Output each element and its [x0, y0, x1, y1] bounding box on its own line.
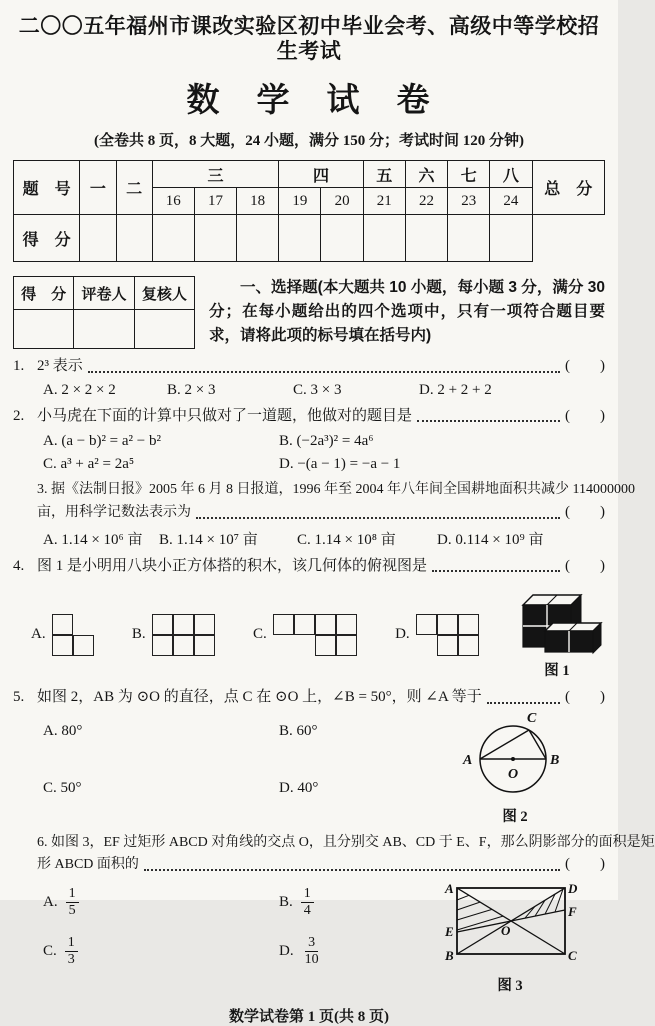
option-shape-b: B.: [132, 614, 215, 656]
answer-bracket: ( ): [565, 504, 605, 521]
option-item: A. 1.14 × 10⁶ 亩: [43, 531, 143, 548]
score-table-qnum: 17: [194, 188, 236, 215]
option-item: A. (a − b)² = a² − b²: [43, 433, 162, 450]
fraction: $\frac{1}{4}$: [301, 886, 314, 919]
answer-bracket: ( ): [565, 856, 605, 873]
point-label-c: C: [568, 947, 577, 963]
score-cell-empty: [237, 215, 279, 262]
question-number: 1.: [13, 358, 25, 375]
shape-cell-filled: [173, 614, 194, 635]
figure-caption: 图 3: [497, 977, 523, 994]
option-item: C. a³ + a² = 2a⁵: [43, 456, 135, 473]
shape-cell-filled: [458, 614, 479, 635]
question-4: [13, 555, 605, 681]
question-5: [13, 686, 605, 826]
score-table-group-8: 八: [490, 161, 532, 188]
score-cell-empty: [194, 215, 236, 262]
point-label-b: B: [445, 947, 454, 963]
score-cell-empty: [80, 215, 116, 262]
shape-cell-filled: [437, 614, 458, 635]
question-stem: 如图 2，AB 为 ⊙O 的直径，点 C 在 ⊙O 上，∠B = 50°，则 ∠A 等于: [37, 689, 482, 706]
page-title: 数 学 试 卷: [186, 83, 432, 120]
score-table-qnum: 23: [448, 188, 490, 215]
score-table-qnum: 20: [321, 188, 363, 215]
shape-cell-filled: [73, 635, 94, 656]
point-label-o: O: [508, 766, 519, 782]
point-label-a: A: [445, 880, 454, 896]
dotted-leader: [88, 371, 560, 373]
point-label-e: E: [445, 923, 454, 939]
shape-cell-filled: [194, 635, 215, 656]
option-item: D. 0.114 × 10⁹ 亩: [437, 531, 544, 548]
exam-header: 二〇〇五年福州市课改实验区初中毕业会考、高级中等学校招生考试: [18, 14, 600, 64]
top-view-shape-d: [416, 614, 479, 656]
dotted-leader: [196, 517, 560, 519]
grader-label: 评卷人: [74, 277, 134, 310]
option-item: C. 1.14 × 10⁸ 亩: [297, 531, 396, 548]
score-table-group-3: 三: [152, 161, 279, 188]
shape-cell-filled: [437, 635, 458, 656]
question-number: 2.: [13, 407, 25, 424]
answer-bracket: ( ): [565, 557, 605, 574]
point-label-a: A: [463, 752, 473, 768]
dotted-leader: [417, 420, 560, 422]
option-item: C. 3 × 3: [293, 381, 342, 398]
point-label-d: D: [568, 880, 578, 896]
top-view-shape-b: [152, 614, 215, 656]
grader-score-label: 得 分: [14, 277, 74, 310]
answer-bracket: ( ): [565, 407, 605, 424]
point-label-o: O: [501, 922, 511, 938]
option-item: B. 2 × 3: [167, 381, 216, 398]
shape-cell-filled: [194, 614, 215, 635]
reviewer-label: 复核人: [134, 277, 194, 310]
score-table-qnum: 18: [237, 188, 279, 215]
grader-cell-empty: [134, 310, 194, 349]
fraction: $\frac{3}{10}$: [304, 934, 319, 968]
score-cell-empty: [279, 215, 321, 262]
option-item: C. $\frac{1}{3}$: [43, 935, 279, 968]
shape-cell-filled: [173, 635, 194, 656]
circle-diagram: [453, 709, 577, 799]
grader-cell-empty: [74, 310, 134, 349]
score-table: [13, 160, 605, 262]
score-table-total-label: 总 分: [532, 161, 604, 215]
top-view-shape-c: [273, 614, 357, 656]
score-table-score-label: 得 分: [14, 215, 80, 262]
shape-cell-filled: [52, 614, 73, 635]
page-footer: 数学试卷第 1 页(共 8 页): [229, 1008, 389, 1025]
score-table-qnum: 24: [490, 188, 532, 215]
point-label-b: B: [550, 752, 560, 768]
shape-cell-filled: [315, 635, 336, 656]
question-stem-line1: 3. 据《法制日报》2005 年 6 月 8 日报道，1996 年至 2004 年八年间全国耕地面积共减少 114000000: [37, 482, 635, 498]
answer-bracket: ( ): [565, 689, 605, 706]
score-cell-empty: [405, 215, 447, 262]
question-stem-line2: 亩，用科学记数法表示为: [37, 505, 191, 521]
shape-cell-filled: [458, 635, 479, 656]
score-cell-empty: [490, 215, 532, 262]
question-stem: 图 1 是小明用八块小正方体搭的积木，该几何体的俯视图是: [37, 557, 428, 574]
dotted-leader: [432, 570, 560, 572]
score-table-qnum: 22: [405, 188, 447, 215]
option-item: D. 40°: [279, 779, 319, 796]
score-table-qnum: 21: [363, 188, 405, 215]
question-number: 5.: [13, 689, 25, 706]
grader-cell-empty: [14, 310, 74, 349]
shape-cell-filled: [294, 614, 315, 635]
figure-3: [437, 880, 583, 995]
shape-cell-empty: [273, 635, 294, 656]
figure-2: [453, 709, 577, 826]
fraction: $\frac{1}{3}$: [65, 935, 78, 968]
question-stem: 小马虎在下面的计算中只做对了一道题，他做对的题目是: [37, 407, 413, 424]
option-shape-a: A.: [31, 614, 94, 656]
question-stem-line2: 形 ABCD 面积的: [37, 857, 139, 873]
score-cell-empty: [152, 215, 194, 262]
option-item: B. 1.14 × 10⁷ 亩: [159, 531, 258, 548]
option-item: B. (−2a³)² = 4a⁶: [279, 433, 374, 450]
shape-cell-filled: [152, 614, 173, 635]
section-one-heading: 一、选择题(本大题共 10 小题，每小题 3 分，满分 30 分；在每小题给出的四个选项中，只有一项符合题目要求，请将此项的标号填在括号内): [209, 279, 605, 345]
shape-cell-empty: [416, 635, 437, 656]
page-subtitle: (全卷共 8 页，8 大题，24 小题，满分 150 分；考试时间 120 分钟): [94, 133, 524, 150]
figure-caption: 图 1: [544, 663, 570, 680]
cube-stack-drawing: [517, 581, 597, 653]
shape-cell-empty: [294, 635, 315, 656]
question-2: [13, 405, 605, 474]
option-item: A. 2 × 2 × 2: [43, 381, 116, 398]
score-table-qnum: 19: [279, 188, 321, 215]
score-table-group-4: 四: [279, 161, 363, 188]
score-table-group-7: 七: [448, 161, 490, 188]
score-table-group-2: 二: [116, 161, 152, 215]
answer-bracket: ( ): [565, 358, 605, 375]
question-stem-line1: 6. 如图 3，EF 过矩形 ABCD 对角线的交点 O，且分别交 AB、CD 于 E、F，那么阴影部分的面积是矩: [37, 834, 655, 850]
fraction: $\frac{1}{5}$: [66, 886, 79, 919]
score-table-group-1: 一: [80, 161, 116, 215]
shape-cell-filled: [336, 614, 357, 635]
score-cell-empty: [363, 215, 405, 262]
score-table-group-6: 六: [405, 161, 447, 188]
score-cell-empty: [321, 215, 363, 262]
option-item: B. $\frac{1}{4}$: [279, 886, 437, 919]
option-item: C. 50°: [43, 779, 82, 796]
question-stem: 2³ 表示: [37, 358, 83, 375]
question-number: 4.: [13, 557, 25, 574]
section-one-intro: [13, 276, 605, 349]
option-shape-d: D.: [395, 614, 479, 656]
score-cell-empty: [448, 215, 490, 262]
option-item: A. 80°: [43, 722, 83, 739]
shape-cell-filled: [52, 635, 73, 656]
option-item: B. 60°: [279, 722, 318, 739]
score-table-question-label: 题 号: [14, 161, 80, 215]
shape-cell-filled: [315, 614, 336, 635]
dotted-leader: [487, 702, 560, 704]
score-table-qnum: 16: [152, 188, 194, 215]
rectangle-diagram: [437, 880, 583, 968]
question-3: [13, 479, 635, 548]
point-label-f: F: [568, 903, 577, 919]
grader-table: [13, 276, 195, 349]
shape-cell-filled: [336, 635, 357, 656]
option-item: D. −(a − 1) = −a − 1: [279, 456, 401, 473]
top-view-shape-a: [52, 614, 94, 656]
question-1: [13, 355, 605, 399]
option-shape-c: C.: [253, 614, 357, 656]
dotted-leader: [144, 869, 560, 871]
score-table-group-5: 五: [363, 161, 405, 188]
figure-caption: 图 2: [502, 808, 528, 825]
question-6: [13, 832, 655, 995]
score-cell-empty: [116, 215, 152, 262]
shape-cell-filled: [152, 635, 173, 656]
shape-cell-filled: [416, 614, 437, 635]
shape-cell-filled: [273, 614, 294, 635]
shape-cell-empty: [73, 614, 94, 635]
point-label-c: C: [527, 710, 537, 726]
figure-1: [517, 581, 597, 680]
option-item: A. $\frac{1}{5}$: [43, 886, 279, 919]
option-item: D. $\frac{3}{10}$: [279, 935, 437, 968]
option-item: D. 2 + 2 + 2: [419, 381, 492, 398]
